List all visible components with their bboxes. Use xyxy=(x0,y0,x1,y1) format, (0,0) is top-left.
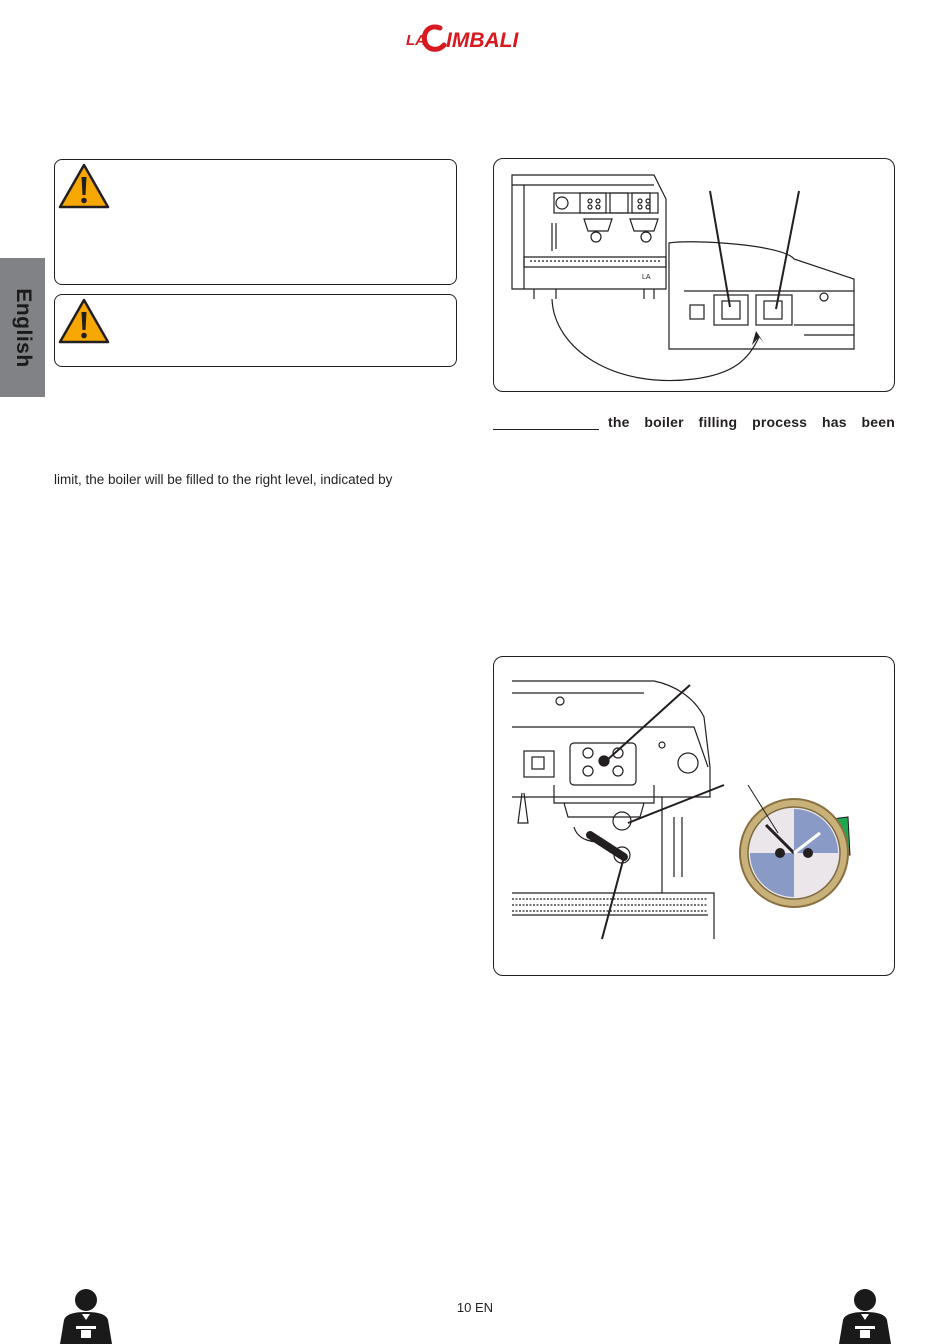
warning-box-1 xyxy=(54,159,457,285)
pressure-gauge-icon xyxy=(740,785,850,907)
right-text-line xyxy=(493,413,895,433)
figure-machine-gauge xyxy=(493,656,895,976)
machine-switch-illustration xyxy=(494,159,895,392)
warning-box-2 xyxy=(54,294,457,367)
language-tab-label: English xyxy=(11,287,35,368)
svg-text:LA: LA xyxy=(642,274,651,281)
barista-icon xyxy=(54,1286,118,1344)
figure-machine-switch xyxy=(493,158,895,392)
barista-icon xyxy=(833,1286,897,1344)
left-text-line: limit, the boiler will be filled to the right level, indicated by xyxy=(54,472,393,487)
right-text: the boiler filling process has been xyxy=(608,414,895,430)
page-number: 10 EN xyxy=(456,1300,494,1315)
svg-text:IMBALI: IMBALI xyxy=(446,29,519,52)
brand-logo xyxy=(400,18,550,54)
svg-text:LA: LA xyxy=(406,32,426,49)
language-tab xyxy=(0,258,45,397)
machine-gauge-illustration xyxy=(494,657,895,976)
warning-triangle-icon xyxy=(57,297,111,345)
warning-triangle-icon xyxy=(57,162,111,210)
underline-blank xyxy=(493,429,599,430)
